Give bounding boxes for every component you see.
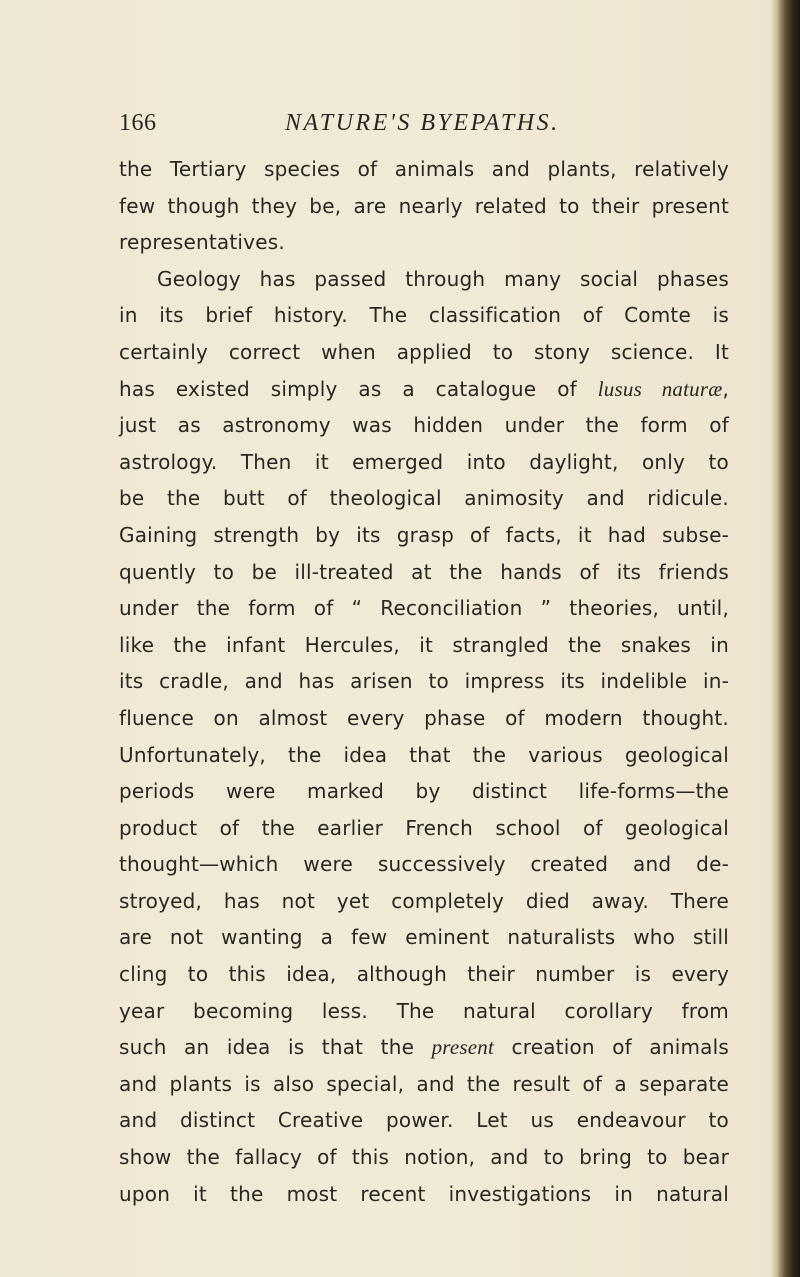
text-line: like the infant Hercules, it strangled the snakes in [119, 632, 729, 657]
text-line: be the butt of theological animosity and ridicule. [119, 486, 729, 511]
page-number: 166 [119, 110, 157, 136]
body-text [119, 151, 729, 1212]
text-line: fluence on almost every phase of modern thought. [119, 705, 729, 730]
text-line: its cradle, and has arisen to impress its indelible in- [119, 669, 729, 694]
text-line: such an idea is that the present creation of animals [119, 1035, 730, 1060]
text-line: and plants is also special, and the result of a separate [119, 1071, 729, 1096]
text-line: just as astronomy was hidden under the form of [119, 413, 729, 438]
page-header [119, 110, 729, 150]
text-line: show the fallacy of this notion, and to bring to bear [119, 1145, 729, 1170]
text-line: thought—which were successively created and de- [119, 852, 729, 877]
running-title: NATURE'S BYEPATHS. [285, 110, 560, 136]
text-line: certainly correct when applied to stony science. It [119, 339, 729, 364]
italic-word: present [431, 1035, 495, 1060]
text-line: cling to this idea, although their number is every [119, 962, 729, 987]
text-line: has existed simply as a catalogue of lusus naturæ, [119, 376, 730, 401]
text-line: under the form of “ Reconciliation ” theories, until, [119, 596, 729, 621]
italic-phrase: lusus naturæ [597, 376, 723, 401]
text-line: upon it the most recent investigations in natural [119, 1181, 729, 1206]
text-line: year becoming less. The natural corollary from [119, 998, 729, 1023]
text-line: periods were marked by distinct life-forms—the [119, 779, 729, 804]
paragraph-start-line: Geology has passed through many social phases [157, 266, 729, 291]
page-fore-edge [778, 0, 800, 1277]
text-line: representatives. [119, 230, 285, 255]
text-line: quently to be ill-treated at the hands of its friends [119, 559, 729, 584]
text-line: and distinct Creative power. Let us endeavour to [119, 1108, 729, 1133]
text-line: few though they be, are nearly related to their present [119, 193, 729, 218]
text-line: stroyed, has not yet completely died away. There [119, 888, 729, 913]
text-line: astrology. Then it emerged into daylight, only to [119, 449, 729, 474]
text-line: in its brief history. The classification of Comte is [119, 303, 729, 328]
text-line: Unfortunately, the idea that the various geological [119, 742, 729, 767]
text-line: are not wanting a few eminent naturalists who still [119, 925, 729, 950]
text-line: Gaining strength by its grasp of facts, it had subse- [119, 522, 729, 547]
text-line: product of the earlier French school of geological [119, 815, 729, 840]
text-line: the Tertiary species of animals and plants, relatively [119, 157, 729, 181]
